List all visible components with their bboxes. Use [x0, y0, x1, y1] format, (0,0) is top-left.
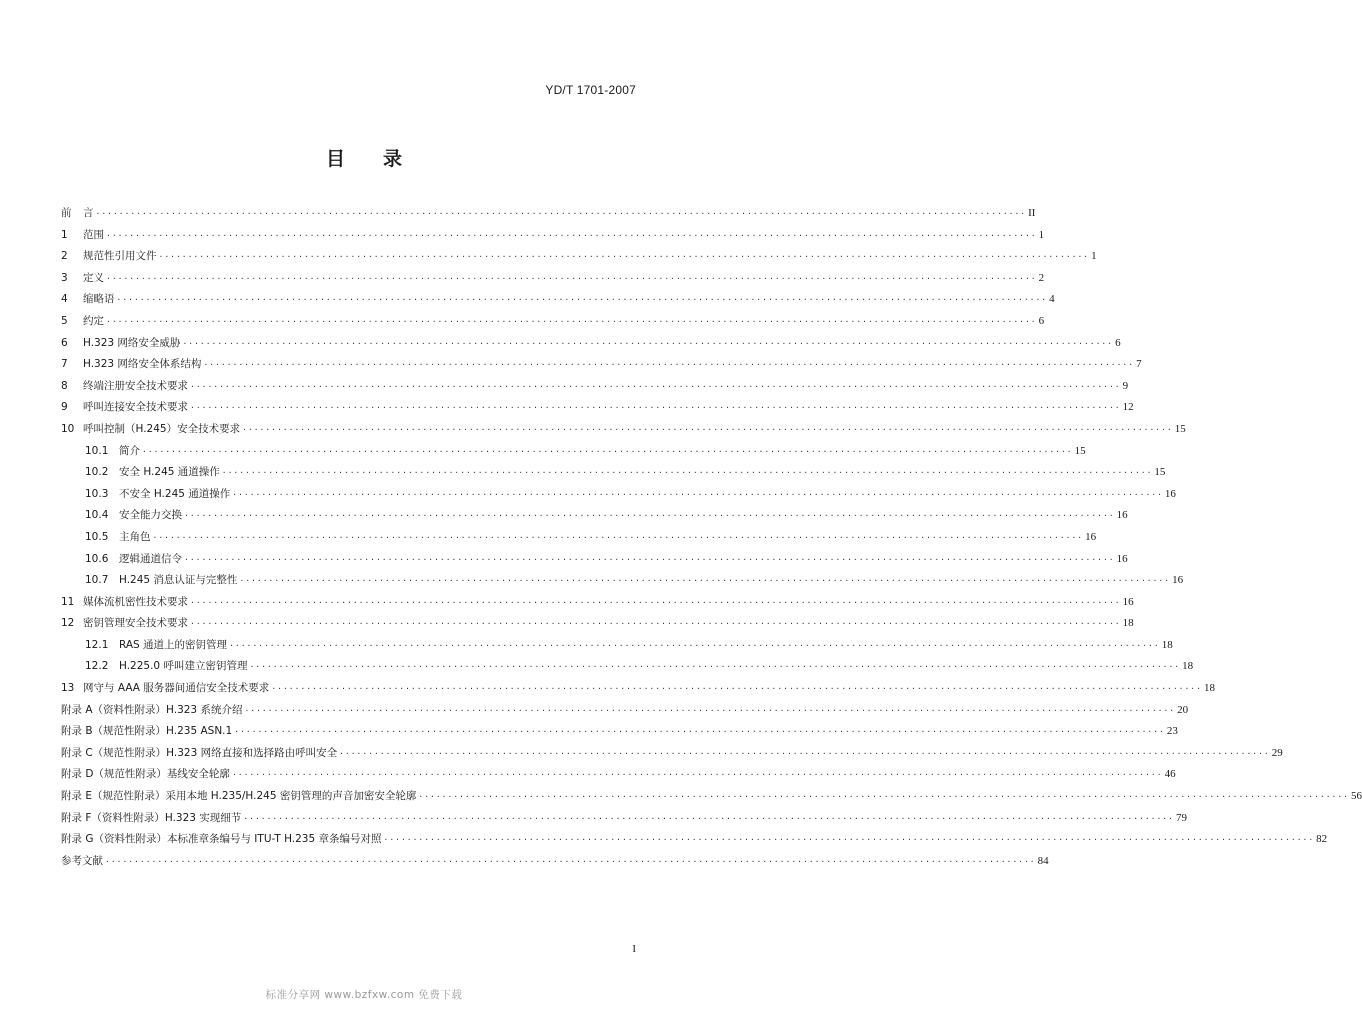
toc-entry-label: 附录 D（规范性附录）基线安全轮廓	[61, 768, 230, 781]
toc-entry-label: H.323 网络安全体系结构	[83, 358, 202, 371]
toc-entry-label: 网守与 AAA 服务器间通信安全技术要求	[83, 682, 270, 695]
toc-entry-page: 56	[1351, 790, 1362, 803]
toc-leader-dots: ································································································································································	[418, 792, 1349, 802]
toc-leader-dots: ································································································································································	[184, 554, 1115, 564]
toc-leader-dots: ································································································································································	[243, 813, 1174, 823]
page-number: I	[632, 943, 636, 955]
toc-entry-page: 15	[1154, 466, 1166, 479]
toc-leader-dots: ································································································································································	[190, 381, 1121, 391]
toc-entry-label: 缩略语	[83, 293, 115, 306]
toc-entry-page: 1	[1091, 250, 1097, 263]
toc-entry[interactable]	[61, 484, 1176, 506]
toc-entry-label: 定义	[83, 271, 104, 284]
toc-entry-page: 15	[1174, 422, 1186, 435]
toc-entry-label: 约定	[83, 314, 104, 327]
toc-leader-dots: ································································································································································	[95, 209, 1027, 218]
toc-entry-number: 10.3	[85, 487, 109, 500]
toc-entry[interactable]	[61, 700, 1189, 722]
toc-leader-dots: ································································································································································	[383, 835, 1315, 845]
toc-entry-label: H.225.0 呼叫建立密钥管理	[119, 660, 248, 673]
toc-entry-label: 附录 E（规范性附录）采用本地 H.235/H.245 密钥管理的声音加密安全轮廓	[61, 790, 417, 803]
toc-leader-dots: ································································································································································	[242, 424, 1173, 434]
standard-code: YD/T 1701-2007	[545, 83, 636, 97]
toc-entry-number: 4	[61, 293, 68, 306]
toc-entry-number: 10.4	[85, 509, 109, 522]
toc-entry-number: 10	[61, 422, 75, 435]
toc-entry-page: 18	[1161, 638, 1173, 651]
toc-entry[interactable]	[61, 376, 1129, 398]
toc-entry[interactable]	[61, 678, 1215, 700]
toc-leader-dots: ································································································································································	[106, 316, 1037, 326]
watermark: 标准分享网 www.bzfxw.com 免费下载	[265, 989, 463, 1001]
toc-entry[interactable]	[61, 225, 1045, 247]
toc-entry-page: 16	[1116, 552, 1128, 565]
toc-entry-label: 简介	[119, 444, 140, 457]
toc-entry-page: 23	[1166, 725, 1178, 738]
toc-entry[interactable]	[61, 289, 1055, 311]
toc-entry-number: 10.7	[85, 574, 109, 587]
toc-entry-page: 82	[1316, 833, 1328, 846]
toc-entry-number: 10.2	[85, 466, 109, 479]
toc-entry[interactable]	[61, 549, 1128, 571]
toc-entry-page: 46	[1164, 768, 1176, 781]
toc-entry-label: 附录 A（资料性附录）H.323 系统介绍	[61, 703, 243, 716]
toc-leader-dots: ································································································································································	[244, 705, 1176, 715]
toc-leader-dots: ································································································································································	[184, 511, 1115, 521]
toc-entry-page: 20	[1177, 703, 1189, 716]
toc-entry-number: 10.6	[85, 552, 109, 565]
toc-leader-dots: ································································································································································	[142, 446, 1073, 456]
toc-entry-label: 言	[83, 207, 94, 219]
toc-entry-label: 安全能力交换	[119, 509, 182, 522]
toc-entry-number: 12.2	[85, 660, 109, 673]
toc-entry-label: 呼叫控制（H.245）安全技术要求	[83, 422, 241, 435]
toc-entry-label: 附录 B（规范性附录）H.235 ASN.1	[61, 725, 233, 738]
toc-entry[interactable]	[61, 441, 1086, 463]
toc-entry[interactable]	[61, 829, 1328, 851]
toc-entry-label: 范围	[83, 228, 104, 241]
toc-entry-label: RAS 通道上的密钥管理	[119, 638, 228, 651]
toc-entry-label: 附录 C（规范性附录）H.323 网络直接和选择路由呼叫安全	[61, 746, 338, 759]
toc-entry-number: 12	[61, 617, 75, 630]
page-title: 目录	[325, 148, 440, 170]
toc-entry-number: 6	[61, 336, 68, 349]
toc-entry-label: H.323 网络安全威胁	[83, 336, 181, 349]
toc-leader-dots: ································································································································································	[182, 338, 1114, 348]
toc-entry-label: 附录 F（资料性附录）H.323 实现细节	[61, 811, 242, 824]
toc-entry-number: 8	[61, 379, 68, 392]
toc-leader-dots: ································································································································································	[229, 640, 1160, 650]
toc-entry-page: 16	[1172, 574, 1184, 587]
toc-entry[interactable]	[61, 851, 1049, 873]
toc-entry-label: 附录 G（资料性附录）本标准章条编号与 ITU-T H.235 章条编号对照	[61, 833, 382, 846]
toc-entry-number: 10.5	[85, 530, 109, 543]
toc-leader-dots: ································································································································································	[221, 468, 1153, 478]
toc-entry-page: 16	[1116, 509, 1128, 522]
table-of-contents	[61, 203, 1362, 872]
toc-entry-page: 16	[1122, 595, 1134, 608]
toc-entry-label: 主角色	[119, 530, 151, 543]
toc-entry-page: 18	[1122, 617, 1134, 630]
toc-entry-label: H.245 消息认证与完整性	[119, 574, 238, 587]
toc-entry[interactable]	[61, 808, 1187, 830]
toc-leader-dots: ································································································································································	[106, 230, 1037, 240]
toc-entry[interactable]	[61, 268, 1045, 290]
toc-entry[interactable]	[61, 246, 1097, 268]
toc-entry[interactable]	[61, 397, 1134, 419]
toc-entry-number: 2	[61, 250, 68, 263]
toc-entry-label: 不安全 H.245 通道操作	[119, 487, 231, 500]
toc-entry[interactable]	[61, 462, 1166, 484]
toc-entry-number: 1	[61, 228, 68, 241]
toc-entry-number: 11	[61, 595, 75, 608]
toc-entry-number: 13	[61, 682, 75, 695]
toc-entry[interactable]	[61, 592, 1134, 614]
toc-leader-dots: ································································································································································	[190, 619, 1121, 629]
toc-entry-label: 媒体流机密性技术要求	[83, 595, 188, 608]
toc-leader-dots: ································································································································································	[271, 684, 1202, 694]
toc-entry-page: 1	[1038, 228, 1045, 241]
toc-leader-dots: ································································································································································	[190, 403, 1121, 413]
toc-entry-label: 终端注册安全技术要求	[83, 379, 188, 392]
toc-leader-dots: ································································································································································	[203, 360, 1135, 370]
toc-leader-dots: ································································································································································	[232, 489, 1163, 499]
toc-entry-page: 7	[1136, 358, 1142, 371]
toc-entry-label: 密钥管理安全技术要求	[83, 617, 188, 630]
toc-entry[interactable]	[61, 311, 1045, 333]
toc-entry-number: 12.1	[85, 638, 109, 651]
toc-entry[interactable]	[61, 333, 1121, 355]
toc-entry-number: 5	[61, 314, 68, 327]
toc-entry-page: 6	[1038, 314, 1045, 327]
toc-entry-page: 12	[1122, 401, 1134, 414]
toc-entry-number: 3	[61, 271, 68, 284]
toc-leader-dots: ································································································································································	[116, 295, 1048, 305]
toc-entry-page: 29	[1271, 746, 1283, 759]
toc-entry-label: 呼叫连接安全技术要求	[83, 401, 188, 414]
toc-entry-label: 安全 H.245 通道操作	[119, 466, 220, 479]
toc-leader-dots: ································································································································································	[158, 252, 1090, 262]
toc-entry-page: 15	[1074, 444, 1086, 457]
toc-entry-number: 7	[61, 358, 68, 371]
toc-entry-page: II	[1028, 207, 1036, 219]
toc-leader-dots: ································································································································································	[105, 856, 1036, 866]
toc-entry-page: 84	[1037, 854, 1049, 867]
toc-entry-page: 9	[1122, 379, 1129, 392]
toc-leader-dots: ································································································································································	[152, 532, 1084, 542]
toc-entry-number: 前	[61, 207, 72, 219]
toc-entry[interactable]	[61, 527, 1097, 549]
toc-leader-dots: ································································································································································	[249, 662, 1181, 672]
toc-leader-dots: ································································································································································	[234, 727, 1165, 737]
toc-entry-number: 9	[61, 401, 68, 414]
toc-entry[interactable]	[61, 786, 1362, 808]
toc-entry-page: 79	[1175, 811, 1187, 824]
toc-entry-label: 逻辑通道信令	[119, 552, 182, 565]
toc-entry-page: 6	[1115, 336, 1121, 349]
toc-entry-page: 18	[1182, 660, 1194, 673]
toc-entry[interactable]	[61, 721, 1178, 743]
toc-entry[interactable]	[61, 203, 1036, 225]
toc-entry[interactable]	[61, 743, 1283, 765]
toc-entry-number: 10.1	[85, 444, 109, 457]
toc-entry[interactable]	[61, 419, 1186, 441]
toc-entry[interactable]	[61, 613, 1134, 635]
toc-entry-page: 2	[1038, 271, 1045, 284]
toc-entry[interactable]	[61, 635, 1173, 657]
toc-leader-dots: ································································································································································	[339, 748, 1270, 758]
toc-entry[interactable]	[61, 505, 1128, 527]
toc-entry-label: 参考文献	[61, 854, 103, 867]
toc-entry-label: 规范性引用文件	[83, 250, 157, 263]
toc-entry[interactable]	[61, 656, 1194, 678]
toc-entry-page: 18	[1203, 682, 1215, 695]
toc-leader-dots: ································································································································································	[106, 273, 1037, 283]
toc-leader-dots: ································································································································································	[231, 770, 1163, 780]
toc-entry[interactable]	[61, 570, 1184, 592]
toc-entry-page: 16	[1085, 530, 1097, 543]
toc-entry-page: 4	[1049, 293, 1055, 306]
toc-entry-page: 16	[1164, 487, 1176, 500]
toc-leader-dots: ································································································································································	[190, 597, 1121, 607]
toc-entry[interactable]	[61, 764, 1176, 786]
toc-entry[interactable]	[61, 354, 1142, 376]
toc-leader-dots: ································································································································································	[239, 576, 1171, 586]
